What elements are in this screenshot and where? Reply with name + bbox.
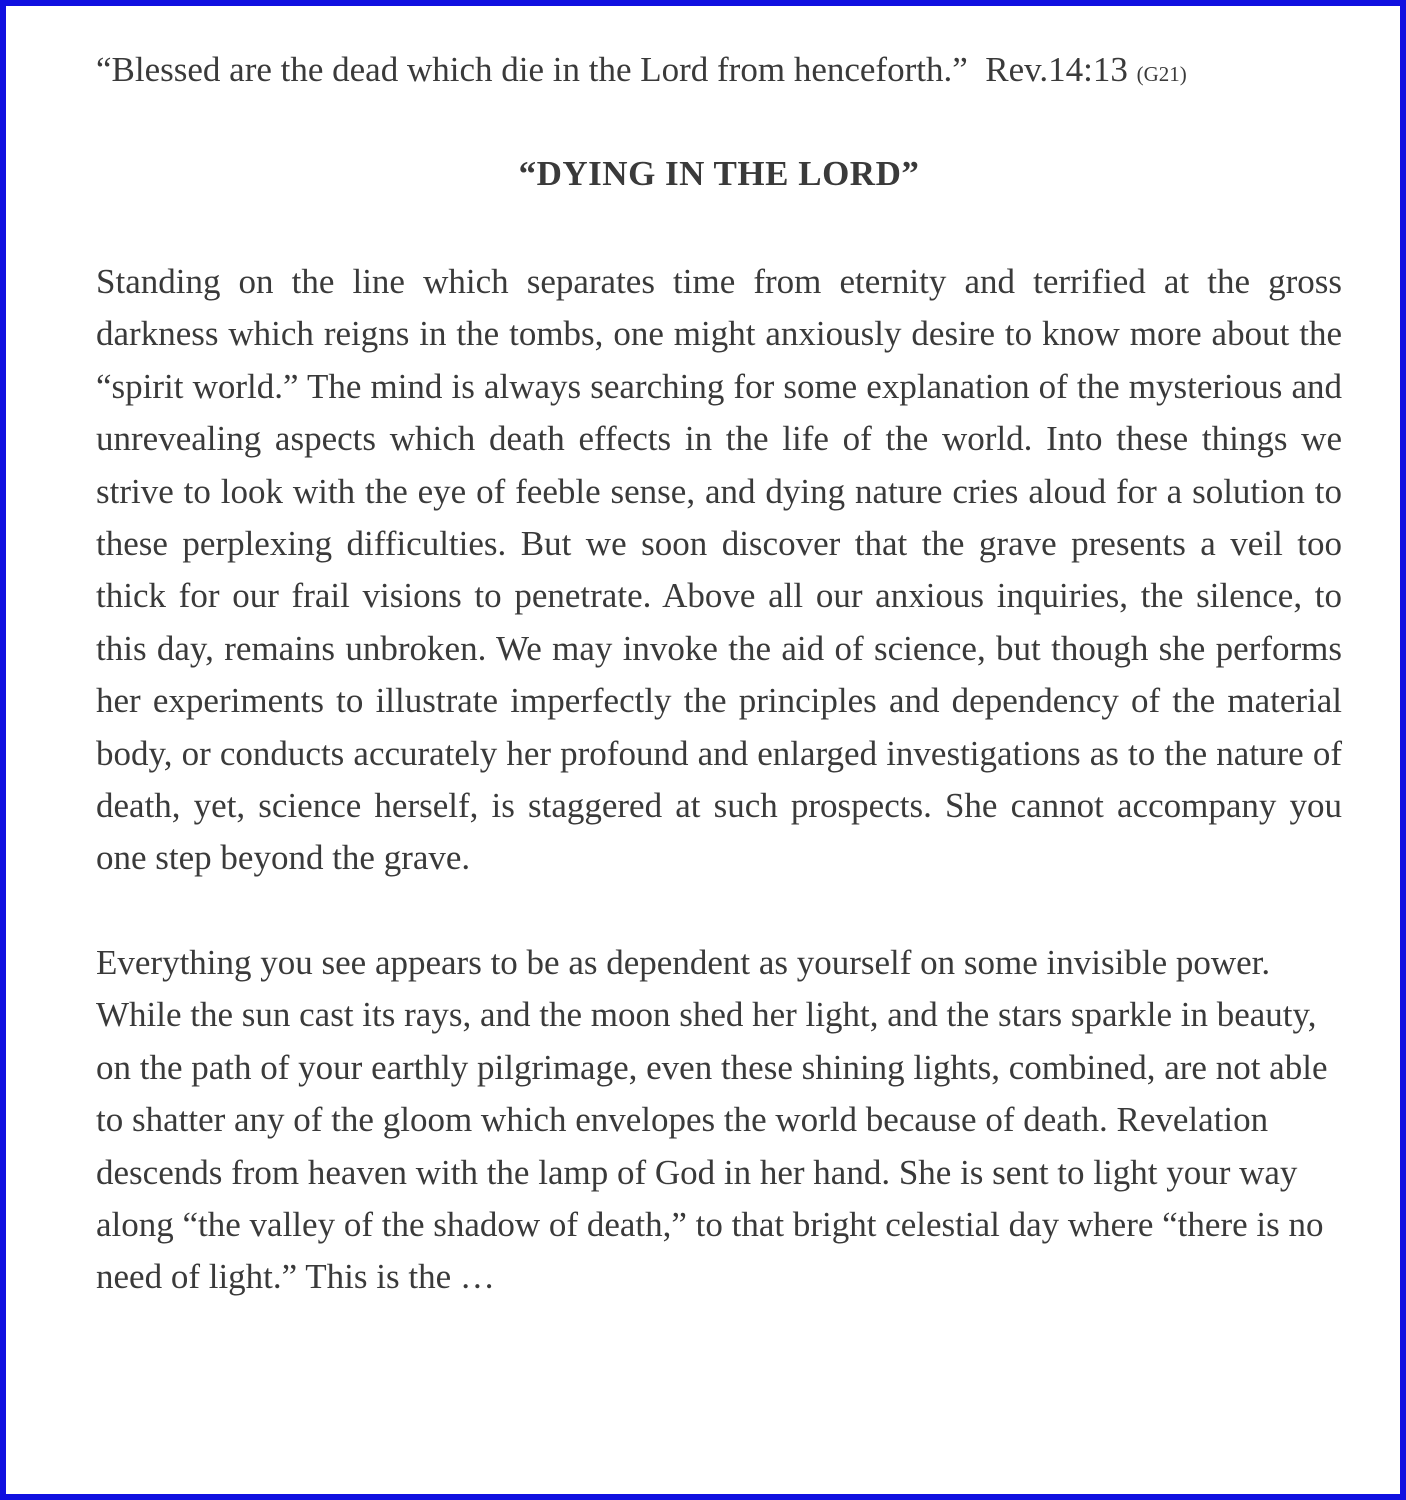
epigraph-quote: “Blessed are the dead which die in the Lord from henceforth.” <box>96 50 968 89</box>
epigraph-reference: Rev.14:13 <box>985 50 1128 89</box>
paragraph-2: Everything you see appears to be as dependent as yourself on some invisible power. While the sun cast its rays, and the moon shed her light, and the stars sparkle in beauty, on the path of your earthly pilgrimage, even these shining lights, combined, are not able to shatter any of the gloom which envelopes the world because of death. Revelation descends from heaven with the lamp of God in her hand. She is sent to light your way along “the valley of the shadow of death,” to that bright celestial day where “there is no need of light.” This is the … <box>96 942 1328 1297</box>
epigraph-code: (G21) <box>1136 62 1187 86</box>
paragraph-1: Standing on the line which separates time from eternity and terrified at the gross darkness which reigns in the tombs, one might anxiously desire to know more about the “spirit world.” The mind is always searching for some explanation of the mysterious and unrevealing aspects which death effects in the life of the world. Into these things we strive to look with the eye of feeble sense, and dying nature cries aloud for a solution to these perplexing difficulties. But we soon discover that the grave presents a veil too thick for our frail visions to penetrate. Above all our anxious inquiries, the silence, to this day, remains unbroken. We may invoke the aid of science, but though she performs her experiments to illustrate imperfectly the principles and dependency of the material body, or conducts accurately her profound and enlarged investigations as to the nature of death, yet, science herself, is staggered at such prospects. She cannot accompany you one step beyond the grave. <box>96 262 1342 878</box>
document-content <box>96 44 1342 1304</box>
page-title: “DYING IN THE LORD” <box>518 154 920 193</box>
epigraph <box>96 44 1342 100</box>
